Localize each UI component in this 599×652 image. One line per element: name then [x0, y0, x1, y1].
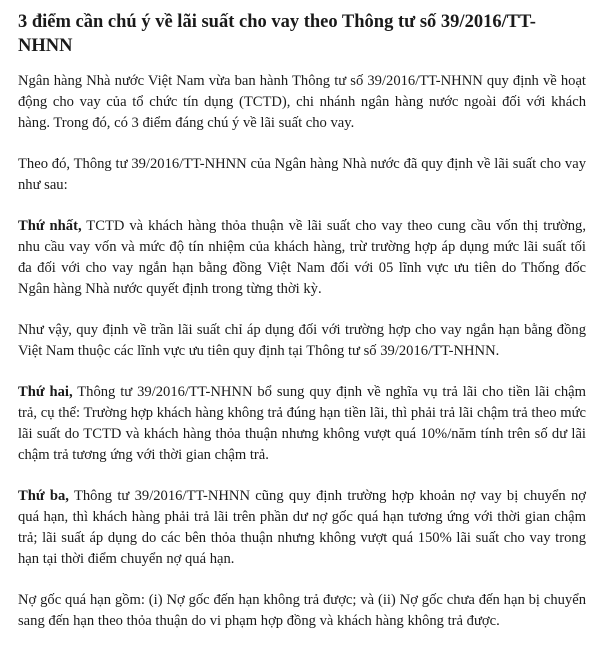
- paragraph-text: Thông tư 39/2016/TT-NHNN cũng quy định trường hợp khoản nợ vay bị chuyển nợ quá hạn, thì khách hàng phải trả lãi trên phần dư nợ gốc quá hạn tương ứng với thời gian chậm trả; lãi suất áp dụng do các bên thỏa thuận nhưng không vượt quá 150% lãi suất cho vay trong hạn tại thời điểm chuyển nợ quá hạn.: [18, 488, 586, 567]
- paragraph-first-point: [18, 216, 586, 300]
- paragraph-lead: Thứ ba,: [18, 488, 69, 504]
- paragraph-text: Như vậy, quy định về trần lãi suất chỉ áp dụng đối với trường hợp cho vay ngắn hạn bằng đồng Việt Nam thuộc các lĩnh vực ưu tiên quy định tại Thông tư số 39/2016/TT-NHNN.: [18, 322, 586, 359]
- paragraph-second-point: [18, 382, 586, 466]
- paragraph-overdue-definition: [18, 590, 586, 632]
- paragraph-lead: Thứ nhất,: [18, 218, 82, 234]
- paragraph-text: Thông tư 39/2016/TT-NHNN bổ sung quy định về nghĩa vụ trả lãi cho tiền lãi chậm trả, cụ thể: Trường hợp khách hàng không trả đúng hạn tiền lãi, thì phải trả lãi chậm trả theo mức lãi suất do TCTD và khách hàng thỏa thuận nhưng không vượt quá 10%/năm tính trên số dư lãi chậm trả tương ứng với thời gian chậm trả.: [18, 384, 586, 463]
- paragraph-intro: [18, 71, 586, 134]
- article: [18, 10, 586, 652]
- paragraph-context: [18, 154, 586, 196]
- paragraph-text: Theo đó, Thông tư 39/2016/TT-NHNN của Ngân hàng Nhà nước đã quy định về lãi suất cho vay như sau:: [18, 156, 586, 193]
- article-title: 3 điểm cần chú ý về lãi suất cho vay theo Thông tư số 39/2016/TT-NHNN: [18, 12, 536, 56]
- paragraph-text: Nợ gốc quá hạn gồm: (i) Nợ gốc đến hạn không trả được; và (ii) Nợ gốc chưa đến hạn bị chuyển sang đến hạn theo thỏa thuận do vi phạm hợp đồng và khách hàng không trả được.: [18, 592, 586, 629]
- paragraph-third-point: [18, 486, 586, 570]
- paragraph-text: TCTD và khách hàng thỏa thuận về lãi suất cho vay theo cung cầu vốn thị trường, nhu cầu vay vốn và mức độ tín nhiệm của khách hàng, trừ trường hợp áp dụng mức lãi suất tối đa đối với cho vay ngắn hạn bằng đồng Việt Nam đối với 05 lĩnh vực ưu tiên do Thống đốc Ngân hàng Nhà nước quyết định trong từng thời kỳ.: [18, 218, 586, 297]
- paragraph-lead: Thứ hai,: [18, 384, 73, 400]
- paragraph-first-point-note: [18, 320, 586, 362]
- paragraph-text: Ngân hàng Nhà nước Việt Nam vừa ban hành Thông tư số 39/2016/TT-NHNN quy định về hoạt động cho vay của tổ chức tín dụng (TCTD), chi nhánh ngân hàng nước ngoài đối với khách hàng. Trong đó, có 3 điểm đáng chú ý về lãi suất cho vay.: [18, 73, 586, 131]
